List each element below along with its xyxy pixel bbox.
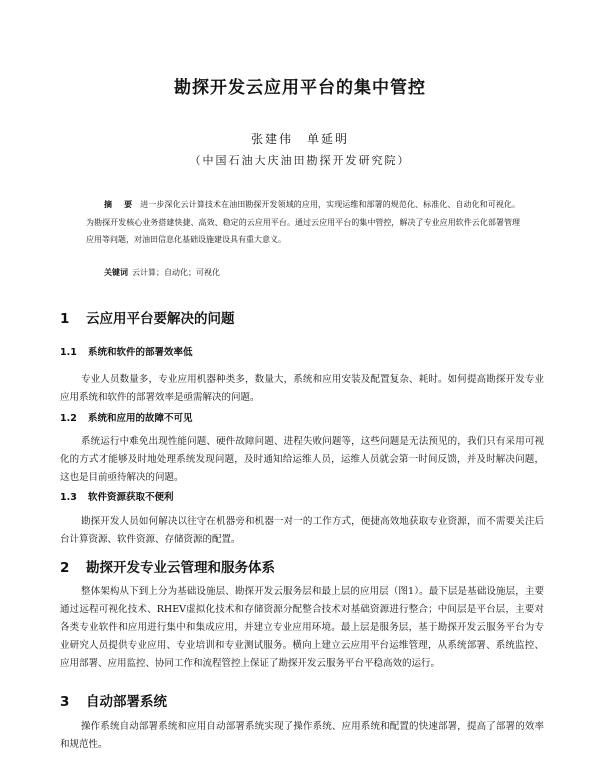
abstract-text: 进一步深化云计算技术在油田勘探开发领域的应用，实现运维和部署的规范化、标准化、自动化和可视化。为勘探开发核心业务搭建快捷、高效、稳定的云应用平台。通过云应用平台的集中管控，解决了专业应用软件云化部署管理应用等问题，对油田信息化基础设施建设具有重大意义。 — [86, 200, 521, 244]
section-title: 云应用平台要解决的问题 — [86, 311, 235, 327]
keywords — [104, 266, 524, 280]
body-paragraph: 整体架构从下到上分为基础设施层、勘探开发云服务层和最上层的应用层（图1）。最下层是基础设施层，主要通过远程可视化技术、RHEV虚拟化技术和存储资源分配整合技术对基础资源进行整合；中间层是平台层，主要对各类专业软件和应用进行集中和集成应用，并建立专业应用环境。最上层是服务层，基于勘探开发云服务平台为专业研究人员提供专业应用、专业培训和专业测试服务。横向上建立云应用平台运维管理，从系统部署、系统监控、应用部署、应用监控、协同工作和流程管控上保证了勘探开发云服务平台平稳高效的运行。 — [60, 586, 544, 669]
subsection-title: 系统和应用的故障不可见 — [88, 413, 193, 424]
section-heading — [60, 559, 275, 577]
subsection-title: 系统和软件的部署效率低 — [88, 347, 193, 358]
section-number: 1 — [60, 311, 70, 327]
section-number: 2 — [60, 560, 70, 576]
section-title: 自动部署系统 — [86, 694, 167, 710]
subsection-heading — [60, 412, 193, 426]
author-affiliation: （中国石油大庆油田勘探开发研究院） — [189, 154, 411, 167]
section-heading — [60, 310, 235, 328]
keywords-text: 云计算；自动化；可视化 — [132, 268, 220, 277]
body-paragraph: 操作系统自动部署系统和应用自动部署系统实现了操作系统、应用系统和配置的快速部署，提高了部署的效率和规范性。 — [60, 721, 544, 750]
abstract — [86, 196, 520, 249]
section-title: 勘探开发专业云管理和服务体系 — [86, 560, 275, 576]
section-number: 3 — [60, 694, 70, 710]
subsection-number: 1.3 — [60, 492, 77, 503]
subsection-title: 软件资源获取不便利 — [88, 492, 174, 503]
keywords-label: 关键词 — [104, 268, 128, 277]
abstract-label: 摘 要 — [104, 200, 135, 209]
subsection-number: 1.1 — [60, 347, 77, 358]
body-paragraph: 系统运行中难免出现性能问题、硬件故障问题、进程失败问题等，这些问题是无法预见的，我们只有采用可视化的方式才能够及时地处理系统发现问题，及时通知给运维人员，运维人员就会第一时间反馈，并及时解决问题，这也是目前亟待解决的问题。 — [60, 436, 544, 483]
subsection-heading — [60, 491, 174, 505]
paper-title: 勘探开发云应用平台的集中管控 — [174, 78, 426, 98]
subsection-heading — [60, 346, 193, 360]
section-heading — [60, 693, 167, 711]
body-paragraph: 勘探开发人员如何解决以往守在机器旁和机器一对一的工作方式，便捷高效地获取专业资源，而不需要关注后台计算资源、软件资源、存储资源的配置。 — [60, 516, 544, 545]
subsection-number: 1.2 — [60, 413, 77, 424]
body-paragraph: 专业人员数量多，专业应用机器种类多，数量大，系统和应用安装及配置复杂、耗时。如何提高勘探开发专业应用系统和软件的部署效率是亟需解决的问题。 — [60, 374, 544, 403]
author-names: 张建伟 单延明 — [250, 132, 349, 146]
